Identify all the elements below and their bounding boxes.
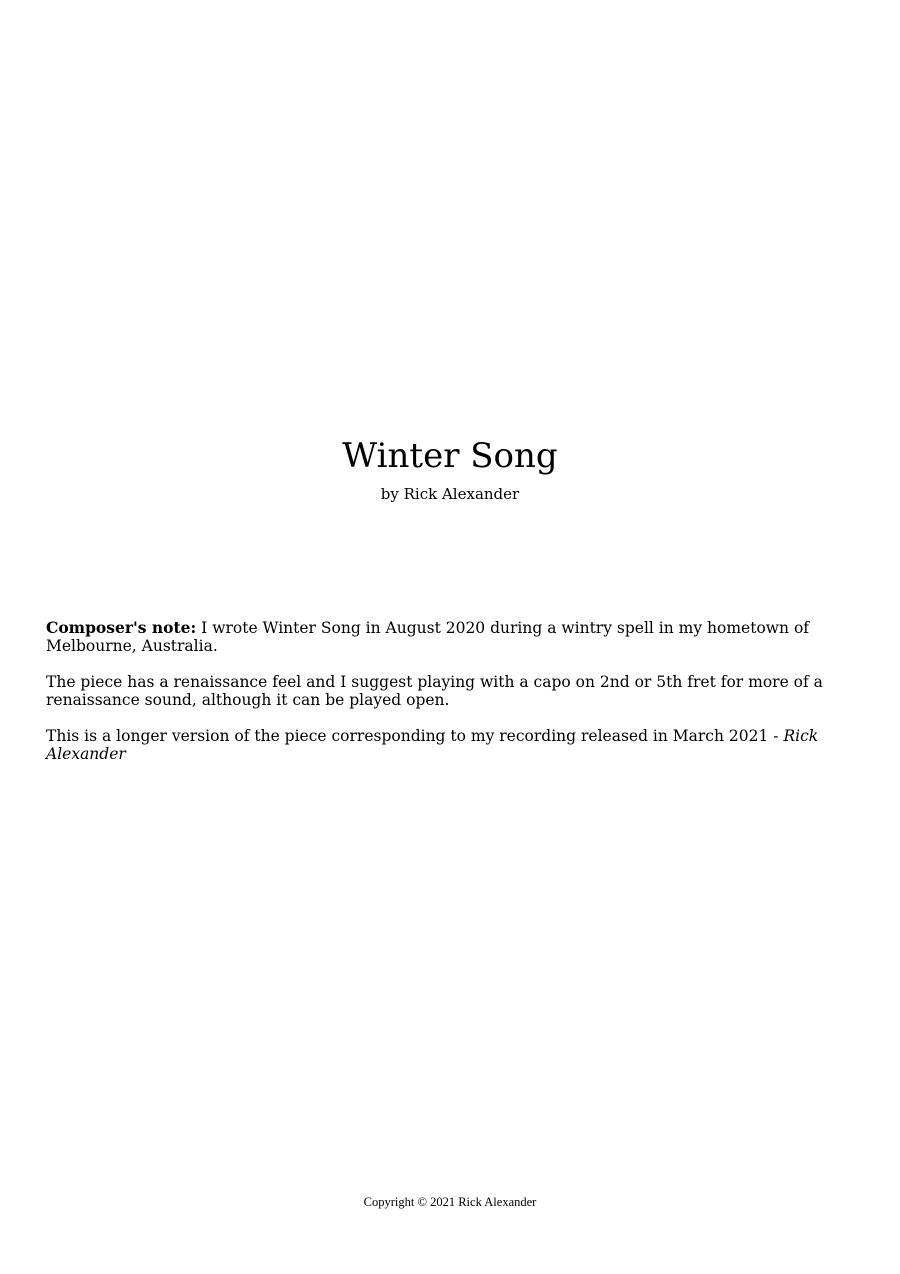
note-text-3: This is a longer version of the piece corresponding to my recording released in March 2021 -: [46, 727, 784, 745]
note-paragraph-3: [46, 727, 876, 763]
note-lead: Composer's note:: [46, 618, 197, 637]
note-paragraph-1: [46, 619, 876, 655]
composer-notes: [46, 619, 876, 781]
note-text-1: I wrote Winter Song in August 2020 during a wintry spell in my hometown of Melbourne, Australia.: [46, 619, 810, 655]
page-title: Winter Song: [342, 436, 558, 476]
composer-byline: by Rick Alexander: [380, 485, 520, 503]
copyright-footer: Copyright © 2021 Rick Alexander: [363, 1195, 537, 1209]
note-paragraph-2: The piece has a renaissance feel and I suggest playing with a capo on 2nd or 5th fret for more of a renaissance sound, although it can be played open.: [46, 673, 823, 709]
note-signature: Rick Alexander: [46, 727, 819, 763]
